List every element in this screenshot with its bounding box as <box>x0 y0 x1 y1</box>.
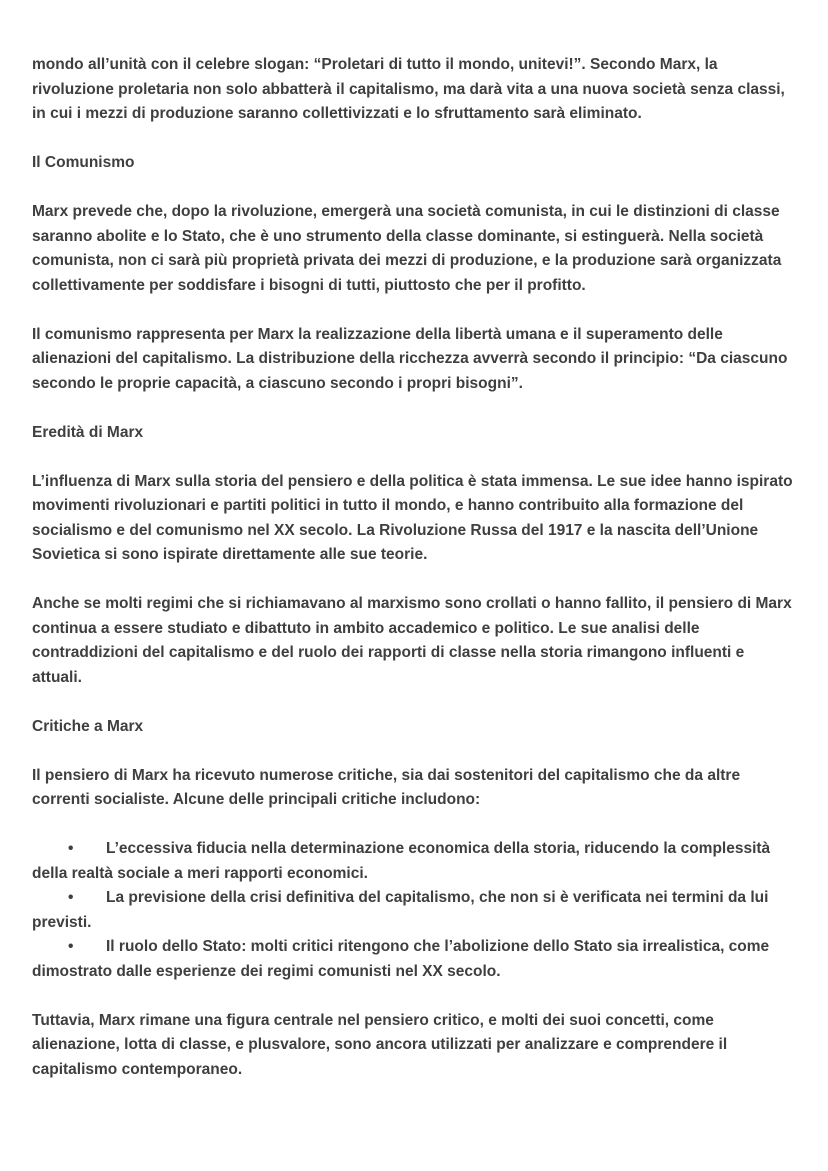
bullet-icon: • <box>68 889 74 906</box>
list-item <box>32 837 794 886</box>
spacer <box>32 984 794 1009</box>
spacer <box>32 176 794 201</box>
list-item-text: La previsione della crisi definitiva del capitalismo, che non si è verificata nei termini da lui previsti. <box>32 889 769 931</box>
spacer <box>32 739 794 764</box>
section-heading-eredita: Eredità di Marx <box>32 423 144 441</box>
spacer <box>32 568 794 593</box>
spacer <box>32 396 794 421</box>
spacer <box>32 127 794 152</box>
bullet-icon: • <box>68 840 74 857</box>
paragraph-comunismo-2: Il comunismo rappresenta per Marx la realizzazione della libertà umana e il superamento delle alienazioni del capitalismo. La distribuzione della ricchezza avverrà secondo il principio: “Da ciascuno secondo le proprie capacità, a ciascuno secondo i propri bisogni”. <box>32 325 788 392</box>
section-heading-comunismo: Il Comunismo <box>32 154 135 171</box>
paragraph-comunismo-1: Marx prevede che, dopo la rivoluzione, emergerà una società comunista, in cui le distinzioni di classe saranno abolite e lo Stato, che è uno strumento della classe dominante, si estinguerà. Nella società comunista, non ci sarà più proprietà privata dei mezzi di produzione, e la produzione sarà organizzata collettivamente per soddisfare i bisogni di tutti, piuttosto che per il profitto. <box>32 203 782 294</box>
spacer <box>32 813 794 838</box>
paragraph-eredita-2: Anche se molti regimi che si richiamavano al marxismo sono crollati o hanno fallito, il pensiero di Marx continua a essere studiato e dibattuto in ambito accademico e politico. Le sue analisi delle contraddizioni del capitalismo e del ruolo dei rapporti di classe nella storia rimangono influenti e attuali. <box>32 595 792 686</box>
section-heading-critiche: Critiche a Marx <box>32 717 144 735</box>
list-item-text: L’eccessiva fiducia nella determinazione economica della storia, riducendo la complessità della realtà sociale a meri rapporti economici. <box>32 840 771 882</box>
bullet-icon: • <box>68 938 74 955</box>
spacer <box>32 690 794 715</box>
paragraph-eredita-1: L’influenza di Marx sulla storia del pensiero e della politica è stata immensa. Le sue idee hanno ispirato movimenti rivoluzionari e partiti politici in tutto il mondo, e hanno contribuito alla formazione del socialismo e del comunismo nel XX secolo. La Rivoluzione Russa del 1917 e la nascita dell’Unione Sovietica si sono ispirate direttamente alle sue teorie. <box>32 472 793 563</box>
paragraph-intro: mondo all’unità con il celebre slogan: “Proletari di tutto il mondo, unitevi!”. Secondo Marx, la rivoluzione proletaria non solo abbatterà il capitalismo, ma darà vita a una nuova società senza classi, in cui i mezzi di produzione saranno collettivizzati e lo sfruttamento sarà eliminato. <box>32 56 785 122</box>
list-item-text: Il ruolo dello Stato: molti critici ritengono che l’abolizione dello Stato sia irrealistica, come dimostrato dalle esperienze dei regimi comunisti nel XX secolo. <box>32 938 770 980</box>
paragraph-conclusione: Tuttavia, Marx rimane una figura centrale nel pensiero critico, e molti dei suoi concetti, come alienazione, lotta di classe, e plusvalore, sono ancora utilizzati per analizzare e comprendere il capitalismo contemporaneo. <box>32 1011 728 1078</box>
list-item <box>32 886 794 935</box>
list-item <box>32 935 794 984</box>
spacer <box>32 445 794 470</box>
paragraph-critiche-intro: Il pensiero di Marx ha ricevuto numerose critiche, sia dai sostenitori del capitalismo che da altre correnti socialiste. Alcune delle principali critiche includono: <box>32 766 741 808</box>
spacer <box>32 298 794 323</box>
